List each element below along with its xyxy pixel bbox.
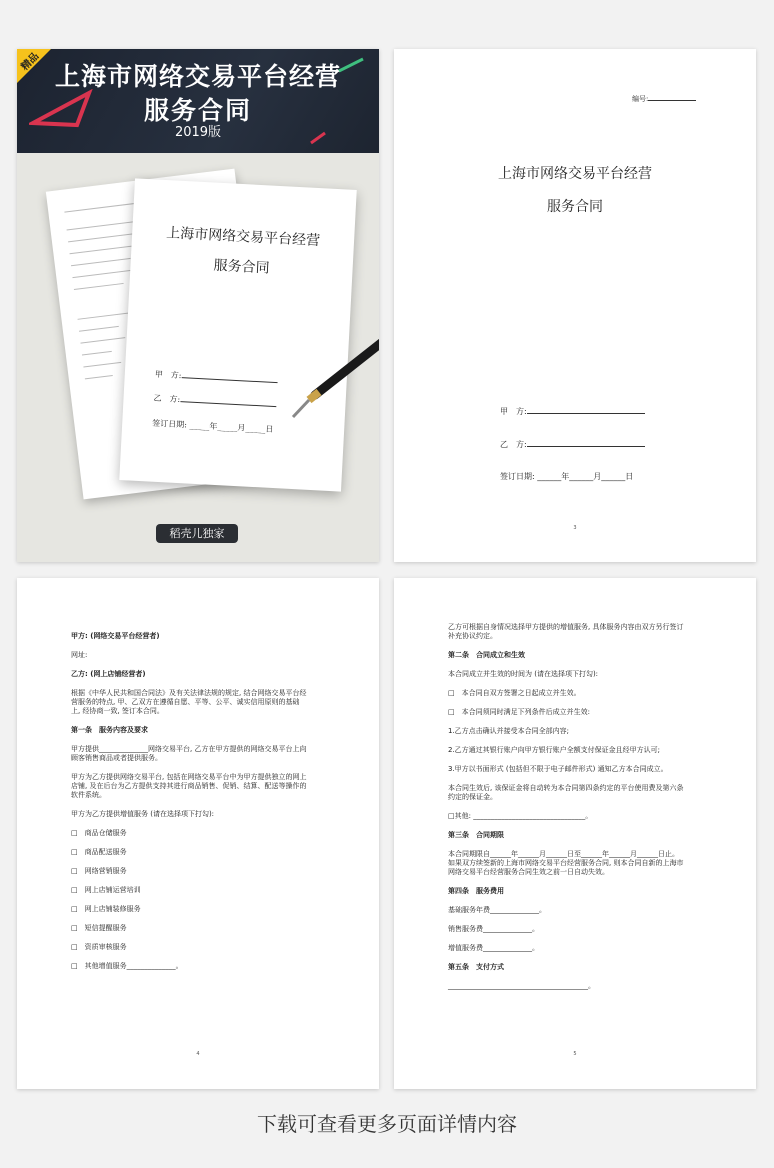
section-heading: 第三条 合同期限 [448, 831, 504, 839]
paper-party-a-label: 甲 方: [154, 369, 182, 381]
paragraph: 销售服务费______________。 [448, 925, 539, 933]
paragraph: 网址: [71, 651, 88, 659]
paper-title-line1: 上海市网络交易平台经营 [165, 225, 321, 250]
page-number: 3 [573, 525, 577, 531]
section-heading: 第二条 合同成立和生效 [448, 651, 525, 659]
cover-banner [17, 49, 379, 153]
party-a-row [500, 405, 645, 417]
contract-title-page [394, 49, 756, 562]
paragraph: 本合同成立并生效的时间为 (请在选择项下打勾): [448, 670, 599, 678]
party-b-row [500, 438, 645, 450]
paragraph: □ 本合同自双方签署之日起成立并生效。 [448, 689, 581, 697]
section-heading: 第五条 支付方式 [448, 963, 504, 971]
paragraph: 1.乙方点击确认并接受本合同全部内容; [448, 727, 570, 735]
paragraph: 甲方提供______________网络交易平台, 乙方在甲方提供的网络交易平台上向 顾客销售商品或者提供服务。 [71, 745, 307, 762]
paragraph: □ 商品仓储服务 [71, 829, 127, 837]
party-a-label: 甲 方: [500, 407, 527, 416]
paragraph: 增值服务费______________。 [448, 944, 539, 952]
paragraph: □ 短信提醒服务 [71, 924, 127, 932]
paragraph: ________________________________________。 [448, 982, 595, 990]
section-heading: 第一条 服务内容及要求 [71, 726, 148, 734]
paragraph: □ 网上店铺运营培训 [71, 886, 141, 894]
paper-sign-date: 签订日期: _____年_____月_____日 [152, 418, 274, 434]
paper-party-b-label: 乙 方: [153, 393, 181, 405]
paragraph: 本合同期限自______年______月______日至______年______月______日止。 如果双方续签新的上海市网络交易平台经营服务合同, 则本合同自新的上海市 网络交易平台经营服务合同生效之前一日自动失效。 [448, 850, 684, 876]
contract-number-label: 编号: [632, 95, 649, 103]
paragraph: 2.乙方通过其银行账户向甲方银行账户全额支付保证金且经甲方认可; [448, 746, 661, 754]
contract-number [632, 93, 696, 104]
paragraph: 基础服务年费______________。 [448, 906, 546, 914]
page-number: 5 [573, 1051, 577, 1057]
paragraph: 3.甲方以书面形式 (包括但不限于电子邮件形式) 通知乙方本合同成立。 [448, 765, 668, 773]
page-5-body [448, 623, 708, 1001]
paragraph: □ 资质审核服务 [71, 943, 127, 951]
pen-icon [289, 339, 379, 424]
section-heading: 甲方: (网络交易平台经营者) [71, 632, 160, 640]
paragraph: □ 其他增值服务______________。 [71, 962, 183, 970]
paragraph: 乙方可根据自身情况选择甲方提供的增值服务, 具体服务内容由双方另行签订 补充协议约定。 [448, 623, 684, 640]
paragraph: 本合同生效后, 该保证金将自动转为本合同第四条约定的平台使用费及第六条 约定的保证金。 [448, 784, 684, 801]
exclusive-badge: 稻壳儿独家 [156, 524, 238, 543]
party-b-label: 乙 方: [500, 440, 527, 449]
cover-title-line2: 服务合同 [143, 96, 252, 125]
cover-page [17, 49, 379, 562]
paragraph: □其他: ________________________________。 [448, 812, 593, 820]
paper-party-a-row [155, 368, 278, 386]
paragraph: □ 商品配送服务 [71, 848, 127, 856]
cover-year: 2019版 [174, 125, 222, 140]
contract-page-5 [394, 578, 756, 1089]
section-heading: 乙方: (网上店铺经营者) [71, 670, 146, 678]
contract-page-4 [17, 578, 379, 1089]
page-4-body [71, 632, 331, 981]
paragraph: □ 本合同须同时满足下列条件后成立并生效: [448, 708, 590, 716]
paper-party-b-row [153, 392, 276, 410]
page-number: 4 [196, 1051, 200, 1057]
section-heading: 第四条 服务费用 [448, 887, 504, 895]
paper-title-line2: 服务合同 [213, 257, 270, 277]
contract-title-line2: 服务合同 [547, 199, 603, 215]
paragraph: □ 网上店铺装修服务 [71, 905, 141, 913]
premium-tag: 精品 [19, 50, 42, 73]
paragraph: 根据《中华人民共和国合同法》及有关法律法规的规定, 结合网络交易平台经 营服务的特点, 甲、乙双方在遵循自愿、平等、公平、诚实信用原则的基础 上, 经协商一致, 签订本合同。 [71, 689, 307, 715]
paragraph: □ 网络营销服务 [71, 867, 127, 875]
cover-title-line1: 上海市网络交易平台经营 [54, 62, 341, 91]
sign-date-row: 签订日期: ______年______月______日 [500, 472, 634, 481]
footer-caption: 下载可查看更多页面详情内容 [257, 1112, 517, 1136]
front-paper-illustration [119, 178, 357, 491]
paragraph: 甲方为乙方提供网络交易平台, 包括在网络交易平台中为甲方提供独立的网上 店铺, 及在后台为乙方提供支持其进行商品销售、促销、结算、配送等操作的 软件系统。 [71, 773, 307, 799]
contract-title-line1: 上海市网络交易平台经营 [498, 166, 652, 182]
paragraph: 甲方为乙方提供增值服务 (请在选择项下打勾): [71, 810, 215, 818]
